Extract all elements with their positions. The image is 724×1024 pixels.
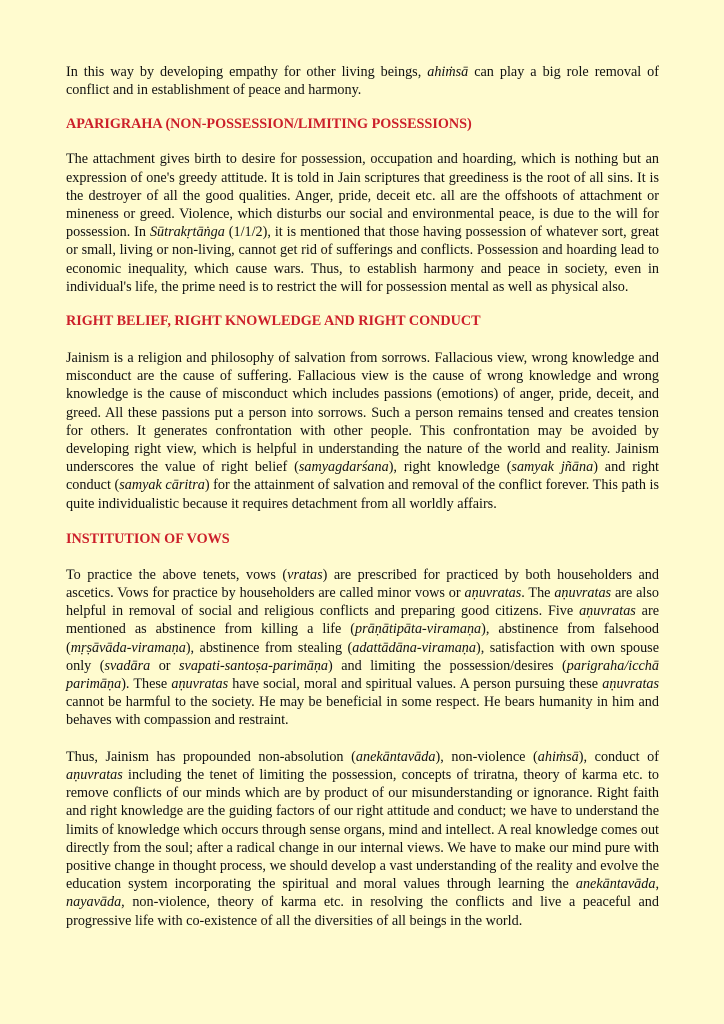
text-run: (1/1/2), it is mentioned that those having possession of whatever sort, great or small, living or non-living, cannot get rid of sufferings and conflicts. Possession and hoarding lead to economic inequality, which cause wars. Thus, to establish harmony and peace in society, even in individual's life, the prime need is to restrict the will for possession mental as well as physical also. [66,224,659,295]
italic-term: ahiṁsā [427,64,469,80]
text-run: cannot be harmful to the society. He may be beneficial in some respect. He bears humanity in him and behaves with compassion and restraint. [66,694,659,729]
paragraph-conclusion [66,748,659,930]
italic-term: vratas [287,566,323,583]
text-run: ). These [121,676,172,693]
italic-term: aṇuvratas [171,676,229,693]
italic-term: samyagdarśana [298,459,389,476]
italic-term: mṛṣāvāda-viramaṇa [70,639,186,656]
text-run: ), right knowledge ( [388,459,512,476]
text-run: . The [521,585,555,602]
text-run: ), abstinence from stealing ( [185,639,353,656]
italic-term: aṇuvratas [554,585,612,602]
text-run: have social, moral and spiritual values. A person pursuing these [228,676,603,693]
italic-term: svapati-santoṣa-parimāṇa [179,657,328,674]
text-run: ) and right conduct ( [66,459,659,494]
italic-term: anekāntavāda [575,876,656,893]
italic-term: aṇuvratas [579,603,636,620]
text-run: Jainism is a religion and philosophy of salvation from sorrows. Fallacious view, wrong knowledge and misconduct are the cause of suffering. Fallacious view is the cause of wrong knowledge and wrong knowledge is the cause of misconduct which includes passions (emotions) of anger, pride, deceit, and greed. All these passions put a person into sorrows. Such a person remains tensed and creates tension for others. It generates confrontation with other people. This confrontation may be avoided by developing right view, which is helpful in understanding the nature of the world and reality. Jainism underscores the value of right belief ( [66,350,659,476]
italic-term: aṇuvratas [66,766,123,783]
italic-term: aṇuvratas [602,676,659,693]
text-run: In this way by developing empathy for other living beings, [66,64,428,80]
text-run: ) and limiting the possession/desires ( [328,657,567,674]
italic-term: prāṇātipāta-viramaṇa [355,621,482,638]
italic-term: Sūtrakṛtāṅga [149,224,225,241]
italic-term: anekāntavāda [355,748,436,765]
text-run: including the tenet of limiting the possession, concepts of triratna, theory of karma etc. to remove conflicts of our minds which are by product of our misunderstanding or ignorance. Right faith and right knowledge are the guiding factors of our right attitude and conduct; we have to understand the limits of knowledge which occurs through sense organs, mind and intellect. A real knowledge comes out directly from the soul; after a radical change in our internal views. We have to make our mind pure with positive change in thought process, we should develop a vast understanding of the reality and evolve the education system incorporating the spiritual and moral values through learning the [66,766,659,893]
text-run: ) are prescribed for practiced by both householders and ascetics. Vows for practice by householders are called minor vows or [66,566,659,602]
text-run: ), conduct of [578,748,659,765]
paragraph-attachment [66,150,659,296]
italic-term: ahiṁsā [537,748,579,765]
paragraph-jainism-salvation [66,349,659,513]
text-run: or [150,657,180,674]
text-run: are mentioned as abstinence from killing a life ( [66,603,659,638]
italic-term: svadāra [104,657,151,674]
text-run: can play a big role removal of conflict and in establishment of peace and harmony. [66,64,659,99]
text-run: , non-violence, theory of karma etc. in resolving the conflicts and live a peaceful and progressive life with co-existence of all the diversities of all beings in the world. [66,894,659,929]
heading-institution-of-vows: INSTITUTION OF VOWS [66,530,230,547]
text-run: ), satisfaction with own spouse only ( [66,639,659,674]
text-run: ) for the attainment of salvation and removal of the conflict forever. This path is quite individualistic because it requires detachment from all worldly affairs. [66,477,660,512]
text-run: ), abstinence from falsehood ( [66,621,659,656]
paragraph-vows [66,566,659,730]
italic-term: parigraha/icchā parimāṇa [66,657,659,693]
text-run: , [655,876,659,893]
text-run: The attachment gives birth to desire for possession, occupation and hoarding, which is nothing but an expression of one's greedy attitude. It is told in Jain scriptures that greediness is the root of all sins. It is the destroyer of all the good qualities. Anger, pride, deceit etc. all are the offshoots of attachment or mineness or greed. Violence, which disturbs our social and environmental peace, is due to the will for possession. In [66,151,659,241]
paragraph-empathy [66,63,659,99]
text-run: To practice the above tenets, vows ( [66,566,288,583]
heading-right-belief: RIGHT BELIEF, RIGHT KNOWLEDGE AND RIGHT CONDUCT [66,313,481,330]
italic-term: adattādāna-viramaṇa [352,639,476,656]
italic-term: samyak cāritra [119,477,205,494]
text-run: ), non-violence ( [435,748,538,765]
italic-term: aṇuvratas [464,585,522,602]
text-run: Thus, Jainism has propounded non-absolution ( [66,748,356,765]
text-run: are also helpful in removal of social and religious conflicts and preparing good citizens. Five [66,585,659,620]
page-content [66,63,659,930]
italic-term: nayavāda [66,894,122,911]
heading-aparigraha: APARIGRAHA (NON-POSSESSION/LIMITING POSSESSIONS) [66,116,472,133]
italic-term: samyak jñāna [511,459,594,476]
